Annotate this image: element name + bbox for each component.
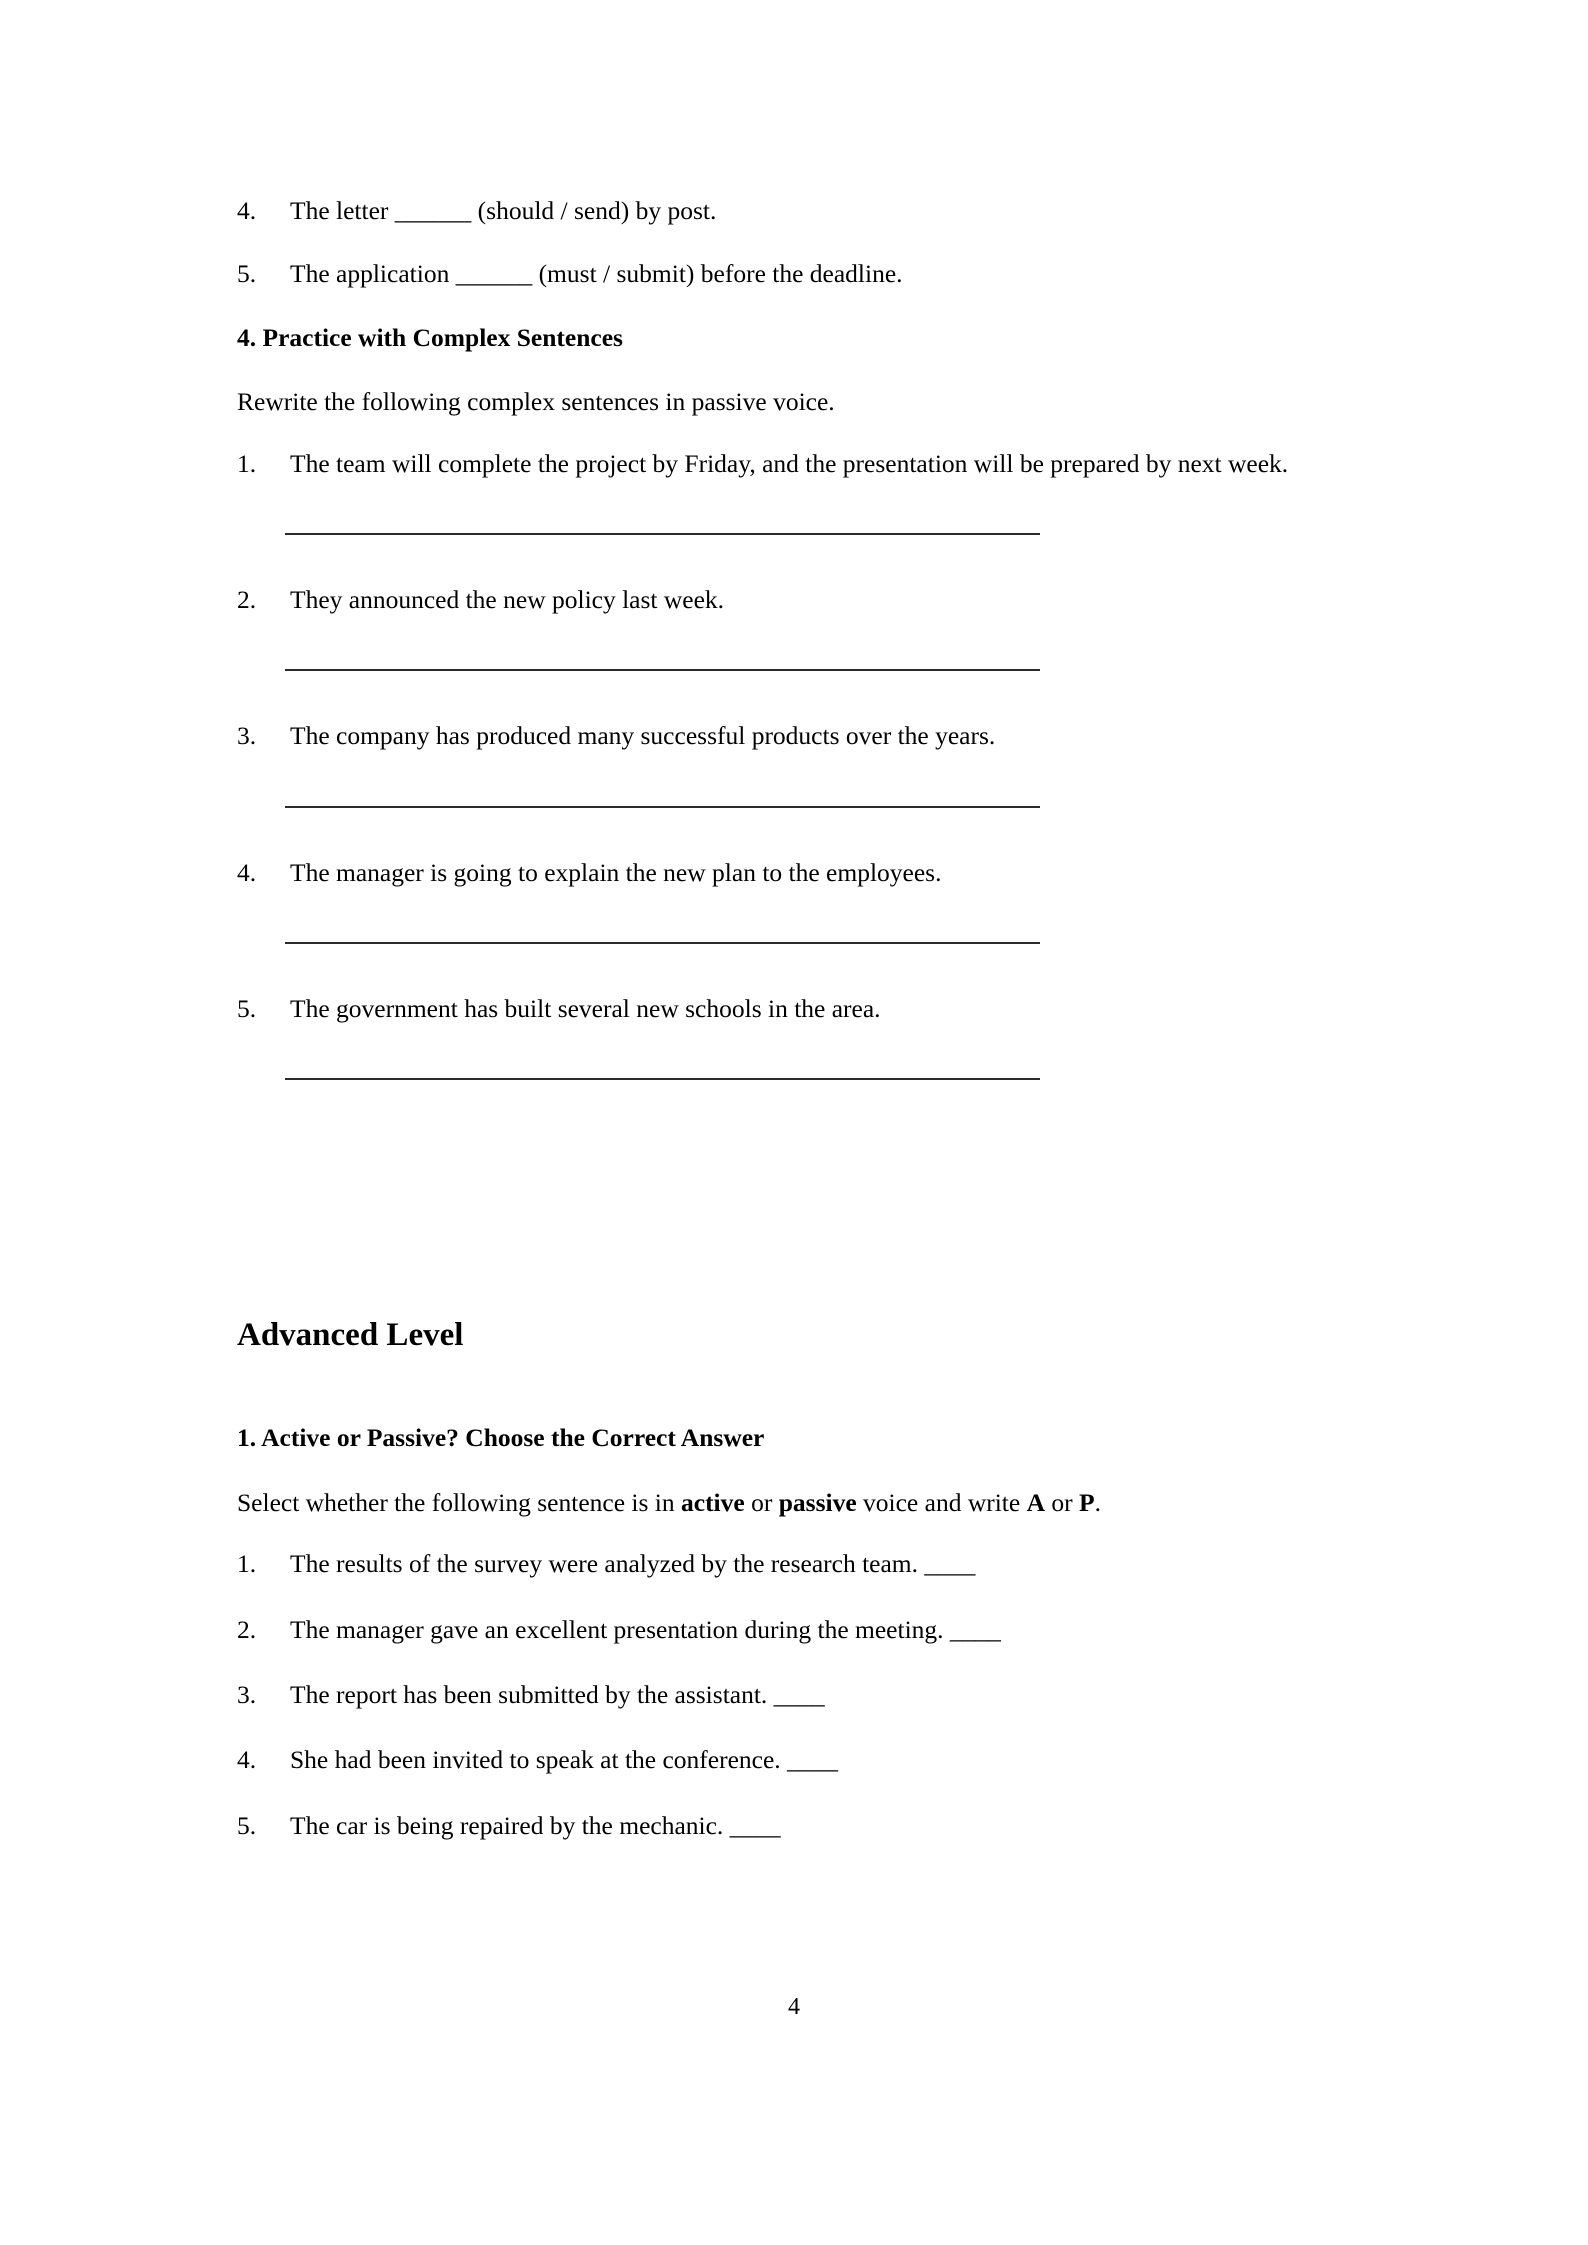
list-item-text[interactable]: The manager gave an excellent presentation during the meeting. ____ — [290, 1614, 1001, 1644]
section-heading-active-or-passive: 1. Active or Passive? Choose the Correct Answer — [237, 1423, 765, 1453]
list-item-number: 4. — [237, 857, 257, 887]
instruction-text-part3: voice and write — [856, 1487, 1027, 1517]
instruction-text-part1: Select whether the following sentence is in — [237, 1487, 681, 1517]
instruction-bold-a: A — [1026, 1487, 1046, 1517]
page-content — [237, 190, 1357, 1846]
list-item — [237, 1609, 1357, 1650]
list-item — [237, 253, 1357, 294]
section-heading-practice-complex: 4. Practice with Complex Sentences — [237, 322, 623, 352]
list-item-text[interactable]: The report has been submitted by the assistant. ____ — [290, 1679, 825, 1709]
fill-in-continued-list — [237, 190, 1357, 295]
list-item-number: 2. — [237, 584, 257, 614]
list-item — [237, 443, 1357, 484]
instruction-text-part2: or — [744, 1487, 779, 1517]
list-item — [237, 1543, 1357, 1584]
list-item-text: The application ______ (must / submit) before the deadline. — [290, 259, 903, 289]
list-item-text: The manager is going to explain the new plan to the employees. — [290, 857, 942, 887]
list-item — [237, 1674, 1357, 1715]
instruction-bold-p: P — [1079, 1487, 1095, 1517]
list-item-number: 3. — [237, 1679, 257, 1709]
answer-line[interactable] — [285, 669, 1040, 671]
list-item-text: They announced the new policy last week. — [290, 584, 725, 614]
instruction-active-or-passive — [237, 1483, 1357, 1524]
instruction-text-part4: or — [1045, 1487, 1080, 1517]
list-item-text[interactable]: She had been invited to speak at the conference. ____ — [290, 1745, 839, 1775]
list-item-number: 1. — [237, 448, 257, 478]
spacer — [237, 1124, 1357, 1312]
list-item — [237, 988, 1357, 1029]
list-item-text: The team will complete the project by Friday, and the presentation will be prepared by next week. — [290, 448, 1289, 478]
active-or-passive-list — [237, 1543, 1357, 1845]
list-item — [237, 852, 1357, 893]
list-item-text: The company has produced many successful products over the years. — [290, 721, 996, 751]
list-item — [237, 715, 1357, 756]
page-number: 4 — [788, 1994, 800, 2020]
list-item — [237, 190, 1357, 231]
list-item-number: 4. — [237, 196, 257, 225]
page-title-advanced-level: Advanced Level — [237, 1317, 464, 1354]
list-item-number: 2. — [237, 1614, 257, 1644]
instruction-practice-complex: Rewrite the following complex sentences in passive voice. — [237, 386, 835, 416]
list-item-text[interactable]: The results of the survey were analyzed by the research team. ____ — [290, 1549, 976, 1579]
list-item — [237, 1739, 1357, 1780]
instruction-bold-passive: passive — [778, 1487, 857, 1517]
spacer — [237, 1358, 1357, 1395]
list-item-number: 5. — [237, 1810, 257, 1840]
list-item-number: 1. — [237, 1549, 257, 1579]
answer-line[interactable] — [285, 942, 1040, 944]
spacer — [237, 423, 1357, 443]
list-item-number: 5. — [237, 259, 257, 289]
practice-complex-list — [237, 443, 1357, 1080]
list-item — [237, 1805, 1357, 1846]
list-item-text[interactable]: The car is being repaired by the mechanic. ____ — [290, 1810, 781, 1840]
answer-line[interactable] — [285, 533, 1040, 535]
list-item-number: 4. — [237, 1745, 257, 1775]
list-item-text: The government has built several new schools in the area. — [290, 993, 881, 1023]
answer-line[interactable] — [285, 1078, 1040, 1080]
list-item-text: The letter ______ (should / send) by post. — [290, 196, 717, 225]
list-item — [237, 579, 1357, 620]
list-item-number: 3. — [237, 721, 257, 751]
answer-line[interactable] — [285, 806, 1040, 808]
list-item-number: 5. — [237, 993, 257, 1023]
instruction-text-part5: . — [1094, 1487, 1101, 1517]
instruction-bold-active: active — [681, 1487, 745, 1517]
spacer — [237, 1523, 1357, 1543]
